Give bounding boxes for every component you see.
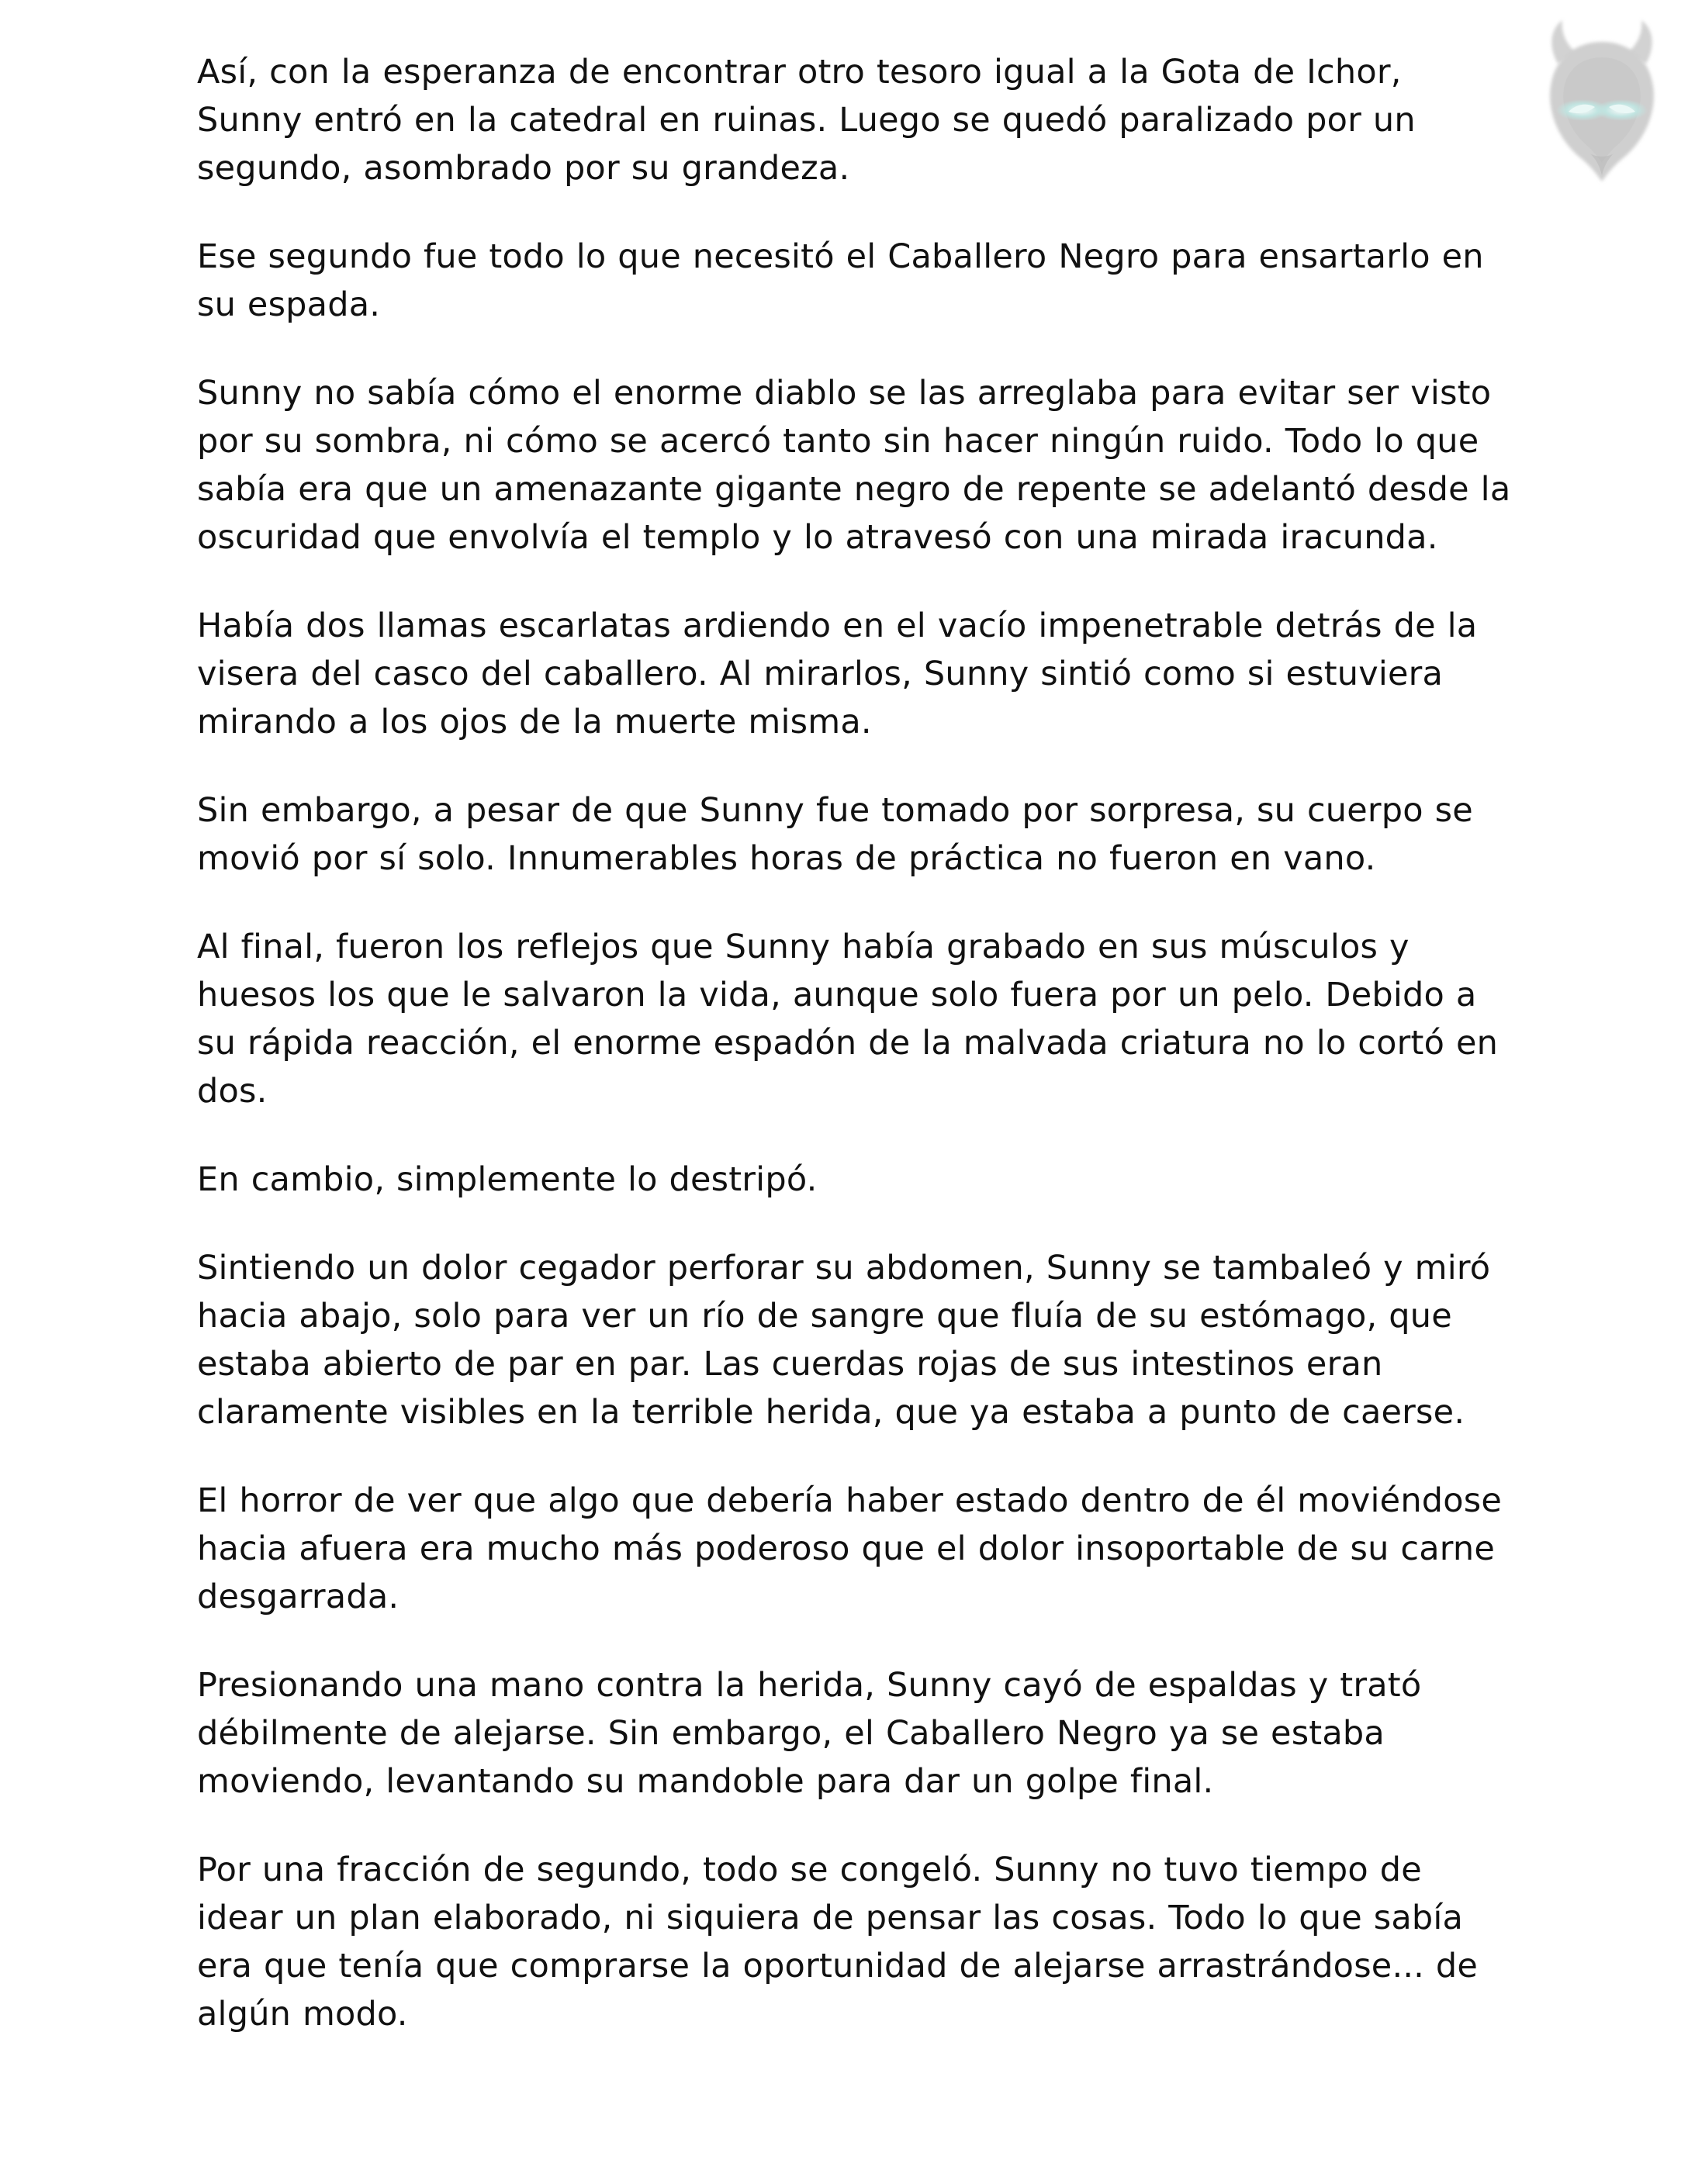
paragraph: Ese segundo fue todo lo que necesitó el Caballero Negro para ensartarlo en su espada.	[197, 237, 1484, 324]
paragraph: Así, con la esperanza de encontrar otro tesoro igual a la Gota de Ichor, Sunny entró en la catedral en ruinas. Luego se quedó paralizado por un segundo, asombrado por su grandeza.	[197, 53, 1416, 188]
demon-head-icon	[1528, 16, 1676, 190]
paragraph: Presionando una mano contra la herida, Sunny cayó de espaldas y trató débilmente de alejarse. Sin embargo, el Caballero Negro ya se estaba moviendo, levantando su mandoble para dar un golpe final.	[197, 1666, 1422, 1801]
paragraph: Sunny no sabía cómo el enorme diablo se las arreglaba para evitar ser visto por su sombra, ni cómo se acercó tanto sin hacer ningún ruido. Todo lo que sabía era que un amenazante gigante negro de repente se adelantó desde la oscuridad que envolvía el templo y lo atravesó con una mirada iracunda.	[197, 374, 1511, 557]
chapter-text	[197, 48, 1516, 2142]
paragraph: Al final, fueron los reflejos que Sunny había grabado en sus músculos y huesos los que le salvaron la vida, aunque solo fuera por un pelo. Debido a su rápida reacción, el enorme espadón de la malvada criatura no lo cortó en dos.	[197, 928, 1499, 1111]
paragraph: Por una fracción de segundo, todo se congeló. Sunny no tuvo tiempo de idear un plan elaborado, ni siquiera de pensar las cosas. Todo lo que sabía era que tenía que comprarse la oportunidad de alejarse arrastrándose... de algún modo.	[197, 1851, 1479, 2034]
paragraph: Sintiendo un dolor cegador perforar su abdomen, Sunny se tambaleó y miró hacia abajo, solo para ver un río de sangre que fluía de su estómago, que estaba abierto de par en par. Las cuerdas rojas de sus intestinos eran claramente visibles en la terrible herida, que ya estaba a punto de caerse.	[197, 1249, 1491, 1432]
paragraph: Sin embargo, a pesar de que Sunny fue tomado por sorpresa, su cuerpo se movió por sí solo. Innumerables horas de práctica no fueron en vano.	[197, 791, 1473, 878]
paragraph: Había dos llamas escarlatas ardiendo en el vacío impenetrable detrás de la visera del casco del caballero. Al mirarlos, Sunny sintió como si estuviera mirando a los ojos de la muerte misma.	[197, 606, 1478, 741]
paragraph: El horror de ver que algo que debería haber estado dentro de él moviéndose hacia afuera era mucho más poderoso que el dolor insoportable de su carne desgarrada.	[197, 1481, 1503, 1616]
paragraph: En cambio, simplemente lo destripó.	[197, 1160, 818, 1199]
